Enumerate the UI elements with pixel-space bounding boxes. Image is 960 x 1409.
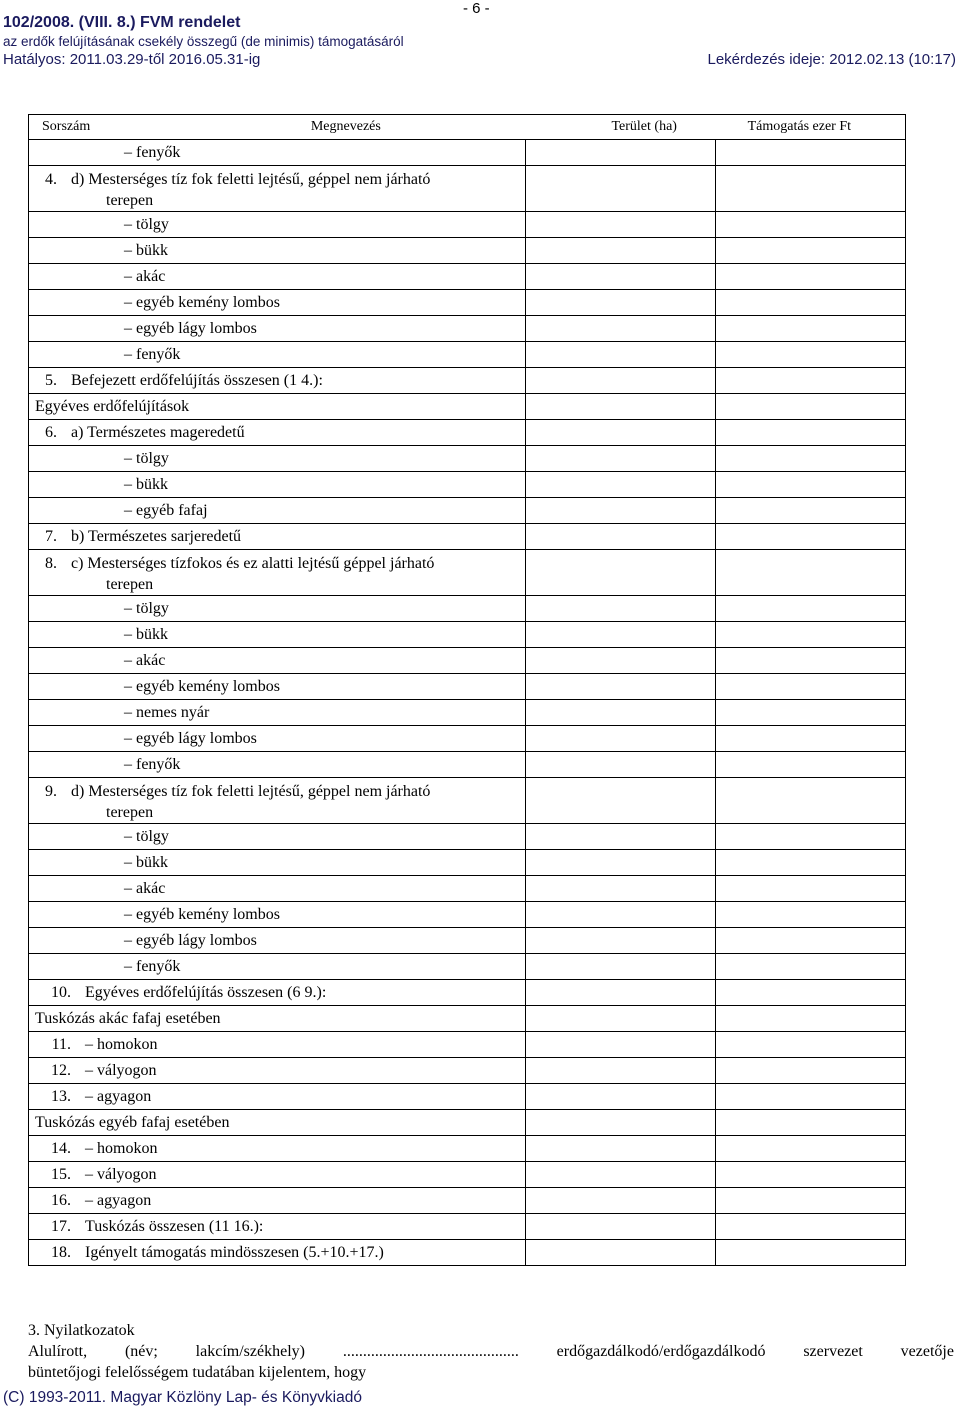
item-label: – nemes nyár: [29, 704, 209, 721]
col-header-megnevezes: Megnevezés: [310, 119, 381, 134]
table-row: [29, 1084, 906, 1110]
item-label: – homokon: [85, 1036, 157, 1053]
item-label: – bükk: [29, 242, 168, 259]
cell-tamogatas[interactable]: [715, 648, 905, 674]
cell-megnevezes: [29, 1032, 526, 1058]
cell-tamogatas[interactable]: [715, 472, 905, 498]
item-label: – agyagon: [85, 1088, 151, 1105]
cell-tamogatas[interactable]: [715, 1006, 905, 1032]
table-row: [29, 980, 906, 1006]
table-row: [29, 622, 906, 648]
cell-terulet[interactable]: [526, 1084, 715, 1110]
cell-terulet[interactable]: [526, 1032, 715, 1058]
declaration-word: szervezet: [803, 1343, 863, 1360]
row-number: 10.: [51, 983, 71, 1001]
item-label: – fenyők: [29, 958, 180, 975]
cell-megnevezes: [29, 850, 526, 876]
table-row: [29, 1162, 906, 1188]
cell-tamogatas[interactable]: [715, 394, 905, 420]
table-row: [29, 876, 906, 902]
table-row: [29, 1110, 906, 1136]
item-label: c) Mesterséges tízfokos és ez alatti lejtésű géppel járható: [71, 555, 435, 572]
table-row: [29, 824, 906, 850]
cell-megnevezes: [29, 674, 526, 700]
row-number: 15.: [51, 1165, 71, 1183]
cell-tamogatas[interactable]: [715, 752, 905, 778]
cell-megnevezes: [29, 876, 526, 902]
row-number: 8.: [45, 555, 57, 572]
cell-terulet[interactable]: [526, 1006, 715, 1032]
table-row: [29, 954, 906, 980]
cell-tamogatas[interactable]: [715, 596, 905, 622]
row-number: 6.: [45, 423, 57, 441]
cell-megnevezes: [29, 1162, 526, 1188]
item-label: – egyéb lágy lombos: [29, 730, 257, 747]
table-header-row: [29, 115, 906, 140]
cell-tamogatas[interactable]: [715, 1240, 905, 1266]
section-label: Tuskózás egyéb fafaj esetében: [35, 1113, 230, 1131]
table-row: [29, 1214, 906, 1240]
cell-megnevezes: [29, 700, 526, 726]
table-row: [29, 264, 906, 290]
table-row: [29, 1032, 906, 1058]
item-label: – bükk: [29, 854, 168, 871]
cell-megnevezes: [29, 1136, 526, 1162]
table-row: [29, 140, 906, 166]
item-label: – vályogon: [85, 1166, 157, 1183]
cell-tamogatas[interactable]: [715, 1136, 905, 1162]
table-row: [29, 238, 906, 264]
cell-megnevezes: [29, 1240, 526, 1266]
item-label: – tölgy: [29, 600, 169, 617]
item-label: a) Természetes mageredetű: [71, 423, 245, 441]
cell-tamogatas[interactable]: [715, 700, 905, 726]
table-row: [29, 902, 906, 928]
row-number: 9.: [45, 783, 57, 800]
item-label: – bükk: [29, 626, 168, 643]
cell-terulet[interactable]: [526, 550, 715, 596]
cell-megnevezes: [29, 1214, 526, 1240]
cell-megnevezes: [29, 752, 526, 778]
item-label: Igényelt támogatás mindösszesen (5.+10.+17.): [85, 1243, 384, 1261]
cell-megnevezes: [29, 596, 526, 622]
cell-terulet[interactable]: [526, 238, 715, 264]
cell-megnevezes: [29, 550, 526, 596]
document-title: 102/2008. (VIII. 8.) FVM rendelet: [3, 14, 241, 31]
cell-tamogatas[interactable]: [715, 928, 905, 954]
declarations-section: [28, 1320, 954, 1383]
declaration-word: ............................................: [342, 1343, 519, 1360]
item-label: – tölgy: [29, 216, 169, 233]
item-label: – egyéb kemény lombos: [29, 906, 280, 923]
table-row: [29, 752, 906, 778]
declaration-word: (név;: [124, 1343, 158, 1360]
page-number: - 6 -: [463, 0, 490, 17]
col-header-terulet: Terület (ha): [611, 119, 677, 134]
cell-terulet[interactable]: [526, 778, 715, 824]
cell-tamogatas[interactable]: [715, 1188, 905, 1214]
cell-megnevezes: [29, 648, 526, 674]
item-label: – fenyők: [29, 756, 180, 773]
table-row: [29, 420, 906, 446]
cell-terulet[interactable]: [526, 1162, 715, 1188]
cell-terulet[interactable]: [526, 166, 715, 212]
cell-terulet[interactable]: [526, 824, 715, 850]
cell-tamogatas[interactable]: [715, 876, 905, 902]
cell-terulet[interactable]: [526, 700, 715, 726]
item-label: Tuskózás összesen (11 16.):: [85, 1217, 264, 1235]
cell-terulet[interactable]: [526, 850, 715, 876]
cell-terulet[interactable]: [526, 212, 715, 238]
cell-tamogatas[interactable]: [715, 420, 905, 446]
col-header-sorszam: Sorszám: [42, 119, 91, 134]
table-row: [29, 850, 906, 876]
declarations-heading: 3. Nyilatkozatok: [28, 1322, 135, 1339]
cell-tamogatas[interactable]: [715, 980, 905, 1006]
cell-megnevezes: [29, 290, 526, 316]
table-row: [29, 498, 906, 524]
row-number: 11.: [51, 1035, 71, 1053]
declaration-word: vezetője: [900, 1343, 954, 1360]
cell-tamogatas[interactable]: [715, 850, 905, 876]
cell-tamogatas[interactable]: [715, 368, 905, 394]
cell-terulet[interactable]: [526, 290, 715, 316]
item-label-continued: terepen: [106, 804, 154, 821]
cell-megnevezes: [29, 472, 526, 498]
item-label: – akác: [29, 268, 165, 285]
table-row: [29, 446, 906, 472]
row-number: 12.: [51, 1061, 71, 1079]
declaration-word: Alulírott,: [28, 1343, 88, 1360]
table-row: [29, 524, 906, 550]
declaration-line-2: büntetőjogi felelősségem tudatában kijelentem, hogy: [28, 1364, 367, 1381]
cell-tamogatas[interactable]: [715, 238, 905, 264]
cell-terulet[interactable]: [526, 902, 715, 928]
cell-tamogatas[interactable]: [715, 674, 905, 700]
cell-terulet[interactable]: [526, 928, 715, 954]
cell-tamogatas[interactable]: [715, 550, 905, 596]
cell-megnevezes: [29, 212, 526, 238]
declaration-line-1: [28, 1341, 954, 1362]
row-number: 5.: [45, 371, 57, 389]
cell-tamogatas[interactable]: [715, 212, 905, 238]
cell-megnevezes: [29, 264, 526, 290]
cell-megnevezes: [29, 726, 526, 752]
item-label: – agyagon: [85, 1192, 151, 1209]
table-row: [29, 550, 906, 596]
row-number: 14.: [51, 1139, 71, 1157]
cell-tamogatas[interactable]: [715, 524, 905, 550]
footer-copyright: (C) 1993-2011. Magyar Közlöny Lap- és Könyvkiadó: [3, 1389, 362, 1406]
cell-megnevezes: [29, 954, 526, 980]
table-row: [29, 1188, 906, 1214]
cell-terulet[interactable]: [526, 1110, 715, 1136]
cell-tamogatas[interactable]: [715, 824, 905, 850]
validity-period: Hatályos: 2011.03.29-től 2016.05.31-ig: [3, 51, 261, 68]
table-row: [29, 1058, 906, 1084]
cell-terulet[interactable]: [526, 954, 715, 980]
cell-megnevezes: [29, 342, 526, 368]
cell-megnevezes: [29, 316, 526, 342]
row-number: 17.: [51, 1217, 71, 1235]
table-row: [29, 212, 906, 238]
item-label: – vályogon: [85, 1062, 157, 1079]
table-row: [29, 342, 906, 368]
item-label: – egyéb fafaj: [29, 502, 208, 519]
item-label: Egyéves erdőfelújítás összesen (6 9.):: [85, 983, 327, 1001]
cell-terulet[interactable]: [526, 726, 715, 752]
cell-terulet[interactable]: [526, 140, 715, 166]
cell-terulet[interactable]: [526, 368, 715, 394]
table-row: [29, 928, 906, 954]
cell-megnevezes: [29, 980, 526, 1006]
cell-megnevezes: [29, 928, 526, 954]
item-label: – egyéb kemény lombos: [29, 678, 280, 695]
cell-terulet[interactable]: [526, 394, 715, 420]
cell-megnevezes: [29, 1006, 526, 1032]
cell-tamogatas[interactable]: [715, 498, 905, 524]
cell-terulet[interactable]: [526, 446, 715, 472]
item-label: – homokon: [85, 1140, 157, 1157]
cell-megnevezes: [29, 1188, 526, 1214]
cell-tamogatas[interactable]: [715, 290, 905, 316]
item-label: – fenyők: [29, 346, 180, 363]
cell-terulet[interactable]: [526, 1240, 715, 1266]
cell-tamogatas[interactable]: [715, 622, 905, 648]
item-label: – tölgy: [29, 450, 169, 467]
cell-tamogatas[interactable]: [715, 1110, 905, 1136]
item-label-continued: terepen: [106, 192, 154, 209]
table-row: [29, 368, 906, 394]
cell-terulet[interactable]: [526, 316, 715, 342]
item-label: – bükk: [29, 476, 168, 493]
item-label: – egyéb kemény lombos: [29, 294, 280, 311]
cell-megnevezes: [29, 824, 526, 850]
cell-terulet[interactable]: [526, 1214, 715, 1240]
cell-terulet[interactable]: [526, 980, 715, 1006]
cell-terulet[interactable]: [526, 472, 715, 498]
cell-terulet[interactable]: [526, 420, 715, 446]
cell-tamogatas[interactable]: [715, 1084, 905, 1110]
cell-megnevezes: [29, 902, 526, 928]
table-row: [29, 700, 906, 726]
cell-terulet[interactable]: [526, 264, 715, 290]
cell-tamogatas[interactable]: [715, 140, 905, 166]
item-label: – tölgy: [29, 828, 169, 845]
table-body: [29, 140, 906, 1266]
row-number: 18.: [51, 1243, 71, 1261]
cell-megnevezes: [29, 1058, 526, 1084]
support-table: [28, 114, 906, 1266]
table-row: [29, 1006, 906, 1032]
table-row: [29, 778, 906, 824]
section-label: Tuskózás akác fafaj esetében: [35, 1009, 221, 1027]
cell-terulet[interactable]: [526, 524, 715, 550]
table-row: [29, 472, 906, 498]
table-row: [29, 290, 906, 316]
cell-terulet[interactable]: [526, 1058, 715, 1084]
document-subtitle: az erdők felújításának csekély összegű (de minimis) támogatásáról: [3, 34, 404, 49]
item-label: – egyéb lágy lombos: [29, 932, 257, 949]
cell-tamogatas[interactable]: [715, 264, 905, 290]
cell-megnevezes: [29, 238, 526, 264]
item-label: d) Mesterséges tíz fok feletti lejtésű, géppel nem járható: [71, 171, 431, 188]
cell-megnevezes: [29, 140, 526, 166]
cell-megnevezes: [29, 1084, 526, 1110]
cell-terulet[interactable]: [526, 596, 715, 622]
cell-tamogatas[interactable]: [715, 342, 905, 368]
item-label: – fenyők: [29, 144, 180, 161]
cell-terulet[interactable]: [526, 876, 715, 902]
item-label: – egyéb lágy lombos: [29, 320, 257, 337]
cell-terulet[interactable]: [526, 648, 715, 674]
cell-terulet[interactable]: [526, 752, 715, 778]
cell-terulet[interactable]: [526, 1188, 715, 1214]
table-row: [29, 394, 906, 420]
table-row: [29, 674, 906, 700]
table-row: [29, 166, 906, 212]
table-row: [29, 648, 906, 674]
cell-megnevezes: [29, 778, 526, 824]
col-header-tamogatas: Támogatás ezer Ft: [747, 119, 851, 134]
cell-tamogatas[interactable]: [715, 902, 905, 928]
cell-terulet[interactable]: [526, 622, 715, 648]
item-label: b) Természetes sarjeredetű: [71, 527, 242, 545]
cell-tamogatas[interactable]: [715, 1058, 905, 1084]
item-label: – akác: [29, 880, 165, 897]
declaration-word: lakcím/székhely): [195, 1343, 305, 1360]
cell-megnevezes: [29, 524, 526, 550]
row-number: 13.: [51, 1087, 71, 1105]
cell-tamogatas[interactable]: [715, 954, 905, 980]
item-label-continued: terepen: [106, 576, 154, 593]
table-row: [29, 1136, 906, 1162]
cell-tamogatas[interactable]: [715, 166, 905, 212]
cell-tamogatas[interactable]: [715, 1032, 905, 1058]
row-number: 16.: [51, 1191, 71, 1209]
cell-megnevezes: [29, 498, 526, 524]
cell-tamogatas[interactable]: [715, 1162, 905, 1188]
cell-tamogatas[interactable]: [715, 446, 905, 472]
table-row: [29, 316, 906, 342]
row-number: 7.: [45, 527, 57, 545]
item-label: Befejezett erdőfelújítás összesen (1 4.):: [71, 371, 323, 389]
declaration-word: erdőgazdálkodó/erdőgazdálkodó: [556, 1343, 766, 1360]
item-label: – akác: [29, 652, 165, 669]
cell-megnevezes: [29, 622, 526, 648]
cell-megnevezes: [29, 420, 526, 446]
row-number: 4.: [45, 171, 57, 188]
section-label: Egyéves erdőfelújítások: [35, 397, 190, 415]
table-row: [29, 726, 906, 752]
cell-terulet[interactable]: [526, 1136, 715, 1162]
cell-megnevezes: [29, 394, 526, 420]
query-time: Lekérdezés ideje: 2012.02.13 (10:17): [707, 51, 956, 68]
cell-tamogatas[interactable]: [715, 726, 905, 752]
table-row: [29, 1240, 906, 1266]
cell-terulet[interactable]: [526, 342, 715, 368]
cell-tamogatas[interactable]: [715, 1214, 905, 1240]
cell-tamogatas[interactable]: [715, 316, 905, 342]
cell-megnevezes: [29, 1110, 526, 1136]
table-row: [29, 596, 906, 622]
cell-megnevezes: [29, 368, 526, 394]
item-label: d) Mesterséges tíz fok feletti lejtésű, géppel nem járható: [71, 783, 431, 800]
cell-megnevezes: [29, 446, 526, 472]
cell-megnevezes: [29, 166, 526, 212]
cell-terulet[interactable]: [526, 674, 715, 700]
cell-terulet[interactable]: [526, 498, 715, 524]
cell-tamogatas[interactable]: [715, 778, 905, 824]
